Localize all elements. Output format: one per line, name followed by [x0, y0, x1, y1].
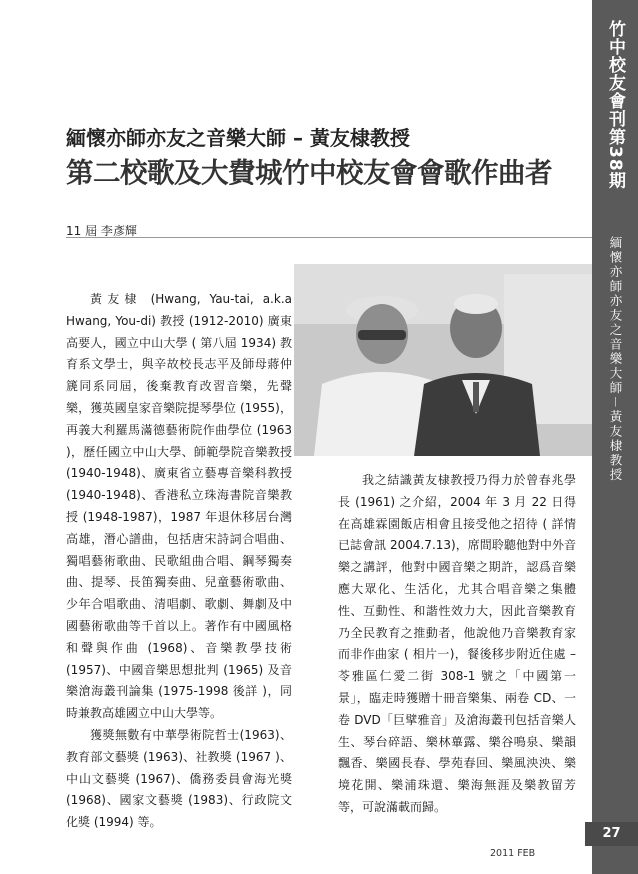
portrait-photo-image [294, 264, 592, 456]
issue-date: 2011 FEB [490, 848, 536, 859]
article-body-left [66, 289, 292, 834]
portrait-photo [294, 264, 592, 456]
page-number: 27 [585, 822, 638, 846]
magazine-title: 竹中校友會刊第38期 [605, 20, 625, 190]
article-body-right [338, 470, 576, 819]
divider [66, 237, 592, 238]
paragraph-biography: 黃友棣 (Hwang, Yau-tai, a.k.a Hwang, You-di) 教授 (1912-2010) 廣東高要人，國立中山大學 ( 第八屆 1934) 教育系文學士，與辛故校長志平及師母蔣仲篪同系同屆，後棄教育改習音樂，先聲樂，獲英國皇家音樂院提琴學位 (1955)，再義大利羅馬滿德藝術院作曲學位 (1963 )，歷任國立中山大學、師範學院音樂教授 (1940-1948)、廣東省立藝專音樂科教授 (1940-1948)、香港私立珠海書院音樂教授 (1948-1987)，1987 年退休移居台灣高雄，潛心譜曲，包括唐宋詩詞合唱曲、獨唱藝術歌曲、民歌組曲合唱、鋼琴獨奏曲、提琴、長笛獨奏曲、兒童藝術歌曲、少年合唱歌曲、清唱劇、歌劇、舞劇及中國藝術歌曲等千首以上。著作有中國風格和聲與作曲 (1968)、音樂教學技術 (1957)、中國音樂思想批判 (1965) 及音樂滄海叢刊論集 (1975-1998 後詳 )，同時兼教高雄國立中山大學等。 [66, 292, 292, 721]
article-subtitle: 第二校歌及大費城竹中校友會會歌作曲者 [66, 157, 552, 189]
section-label: 緬懷亦師亦友之音樂大師－黃友棣教授 [608, 236, 623, 483]
sidebar [592, 0, 638, 874]
paragraph-acquaintance: 我之結識黃友棣教授乃得力於曾春兆學長 (1961) 之介紹，2004 年 3 月 22 日得在高雄霖園飯店相會且接受他之招待 ( 詳情已誌會訊 2004.7.13)，席間聆聽他對中外音樂之講評，他對中國音樂之期許，認爲音樂應大眾化、生活化，尤其合唱音樂之集體性、互動性、和諧性效力大，因此音樂教育乃全民教育之推動者，他說他乃音樂教育家而非作曲家 ( 相片一)，餐後移步附近住處 – 苓雅區仁愛二街 308-1 號之「中國第一景」，臨走時獲贈十冊音樂集、兩卷 CD、一卷 DVD「巨擘雅音」及滄海叢刊包括音樂人生、琴台碎語、樂林蓽露、樂谷鳴泉、樂韻飄香、樂國長春、學苑春回、樂風泱泱、樂境花開、樂浦珠還、樂海無涯及樂教留芳等，可說滿載而歸。 [338, 473, 576, 814]
article-title: 緬懷亦師亦友之音樂大師 – 黃友棣教授 [66, 126, 410, 150]
paragraph-awards: 獲獎無數有中華學術院哲士(1963)、教育部文藝獎 (1963)、社教獎 (1967 )、中山文藝獎 (1967)、僑務委員會海光獎 (1968)、國家文藝獎 (1983)、行政院文化獎 (1994) 等。 [66, 727, 292, 830]
byline: 11 屆 李彥輝 [66, 224, 137, 238]
